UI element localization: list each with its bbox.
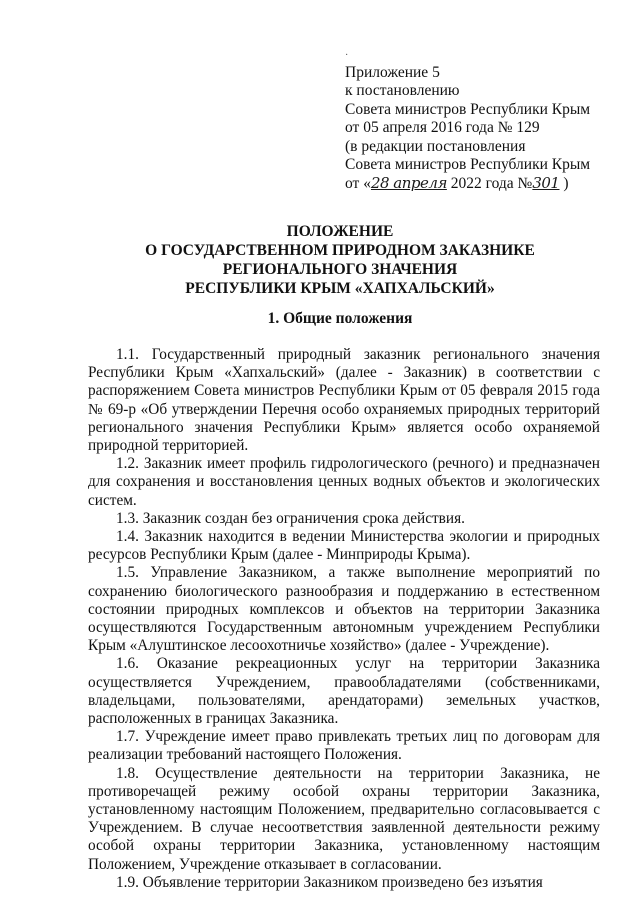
date-suffix: )	[563, 175, 569, 193]
handwritten-number: 301	[532, 174, 560, 193]
appendix-line: к постановлению	[345, 82, 460, 100]
paragraph-1-4: 1.4. Заказник находится в ведении Министерства экологии и природных ресурсов Республики Крым (далее - Минприроды Крыма).	[88, 528, 600, 564]
date-middle: 2022 года №	[446, 175, 533, 193]
section-heading: 1. Общие положения	[267, 310, 413, 327]
title-line: РЕГИОНАЛЬНОГО ЗНАЧЕНИЯ	[222, 261, 458, 278]
appendix-line: Совета министров Республики Крым	[345, 100, 591, 118]
paragraph-1-6: 1.6. Оказание рекреационных услуг на территории Заказника осуществляется Учреждением, правообладателями (собственниками, владельцами, пользователями, арендаторами) земельных участков, расположенных в границах Заказника.	[88, 655, 600, 728]
date-prefix: от «	[345, 175, 371, 193]
appendix-line: от 05 апреля 2016 года № 129	[345, 119, 540, 137]
paragraph-1-8: 1.8. Осуществление деятельности на территории Заказника, не противоречащей режиму особой охраны территории Заказника, установленному настоящим Положением, предварительно согласовывается с Учреждением. В случае несоответствия заявленной деятельности режиму особой охраны территории Заказника, установленному настоящим Положением, Учреждение отказывает в согласовании.	[88, 764, 600, 873]
appendix-line: Совета министров Республики Крым	[345, 156, 591, 174]
appendix-line: (в редакции постановления	[345, 137, 526, 155]
paragraph-1-7: 1.7. Учреждение имеет право привлекать третьих лиц по договорам для реализации требований настоящего Положения.	[88, 728, 600, 764]
appendix-header	[345, 64, 630, 194]
paragraph-1-1: 1.1. Государственный природный заказник регионального значения Республики Крым «Хапхальский» (далее - Заказник) в соответствии с распоряжением Совета министров Республики Крым от 05 февраля 2015 года № 69-р «Об утверждении Перечня особо охраняемых природных территорий регионального значения Республики Крым» является особо охраняемой природной территорией.	[88, 346, 600, 455]
document-title	[80, 222, 600, 298]
title-line: ПОЛОЖЕНИЕ	[286, 223, 394, 240]
scan-speck: ·	[345, 50, 349, 61]
paragraph-1-2: 1.2. Заказник имеет профиль гидрологического (речного) и предназначен для сохранения и восстановления ценных водных объектов и экологических систем.	[88, 455, 600, 509]
appendix-line: Приложение 5	[345, 64, 440, 81]
paragraph-1-3: 1.3. Заказник создан без ограничения срока действия.	[116, 509, 465, 527]
title-line: РЕСПУБЛИКИ КРЫМ «ХАПХАЛЬСКИЙ»	[185, 280, 495, 297]
paragraph-1-9: 1.9. Объявление территории Заказником произведено без изъятия	[116, 873, 543, 891]
handwritten-date: 28 апреля	[370, 174, 447, 193]
title-line: О ГОСУДАРСТВЕННОМ ПРИРОДНОМ ЗАКАЗНИКЕ	[145, 242, 535, 259]
paragraph-1-5: 1.5. Управление Заказником, а также выполнение мероприятий по сохранению биологического разнообразия и поддержанию в естественном состоянии природных комплексов и объектов на территории Заказника осуществляются Государственным автономным учреждением Республики Крым «Алуштинское лесоохотничье хозяйство» (далее - Учреждение).	[88, 564, 600, 655]
appendix-date-line	[345, 174, 630, 193]
section-body	[88, 346, 600, 892]
